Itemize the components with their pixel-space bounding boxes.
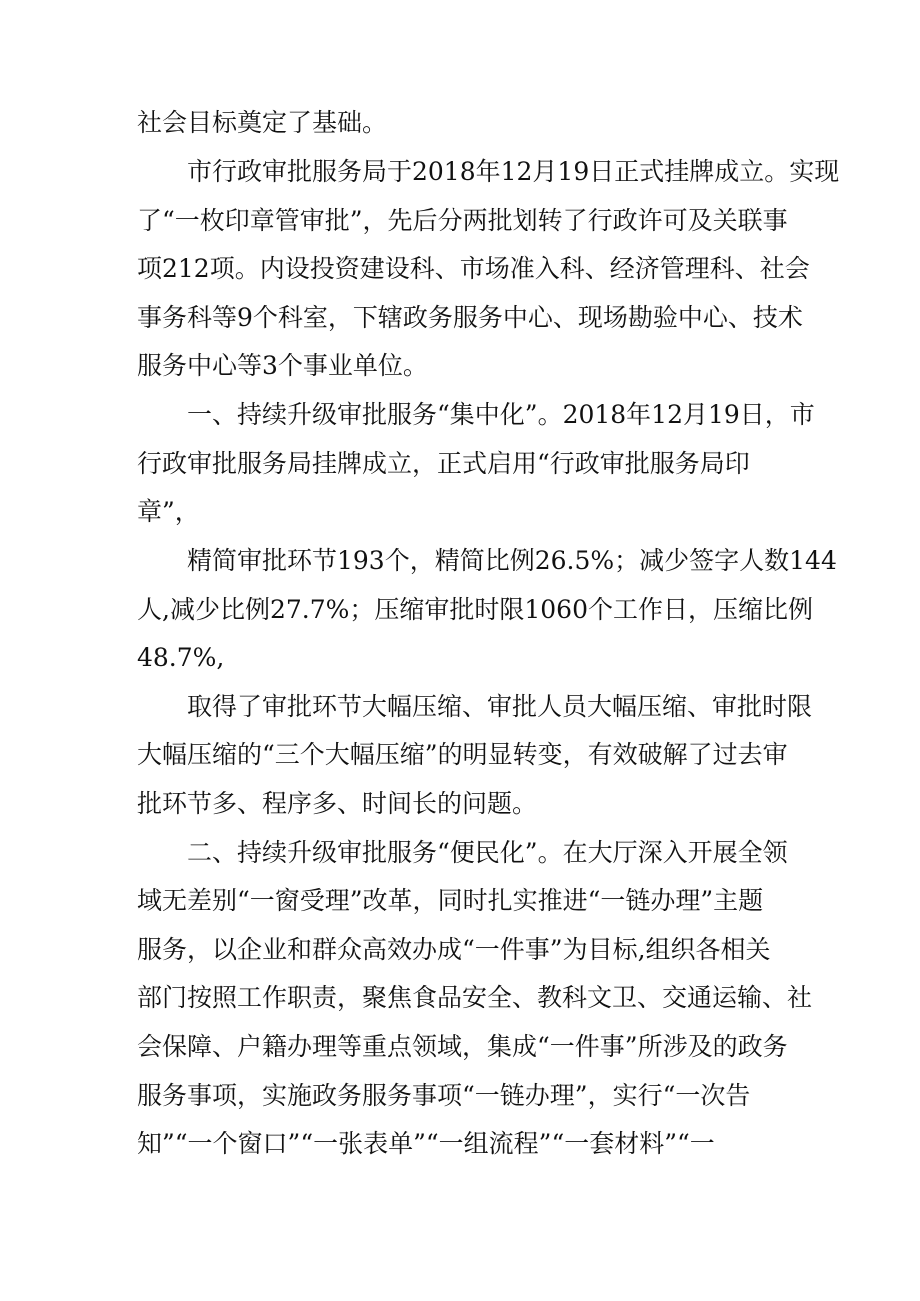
paragraph-start-line: 取得了审批环节大幅压缩、审批人员大幅压缩、审批时限 [187, 692, 813, 721]
text-line: 了“一枚印章管审批”，先后分两批划转了行政许可及关联事 [137, 206, 788, 235]
text-line: 行政审批服务局挂牌成立，正式启用“行政审批服务局印 [137, 449, 750, 478]
section-heading-line: 一、持续升级审批服务“集中化”。2018年12月19日，市 [187, 400, 815, 429]
paragraph-start-line: 精简审批环节193个，精简比例26.5%；减少签字人数144 [187, 546, 837, 575]
text-line: 人,减少比例27.7%；压缩审批时限1060个工作日，压缩比例 [137, 595, 813, 624]
text-line: 项212项。内设投资建设科、市场准入科、经济管理科、社会 [137, 254, 810, 283]
text-line: 知”“一个窗口”“一张表单”“一组流程”“一套材料”“一 [137, 1129, 715, 1158]
text-line: 48.7%, [137, 643, 225, 672]
text-line: 部门按照工作职责，聚焦食品安全、教科文卫、交通运输、社 [137, 983, 813, 1012]
text-line: 章”， [137, 497, 200, 526]
text-line: 事务科等9个科室，下辖政务服务中心、现场勘验中心、技术 [137, 303, 803, 332]
section-heading-line: 二、持续升级审批服务“便民化”。在大厅深入开展全领 [187, 838, 788, 867]
text-line: 服务中心等3个事业单位。 [137, 351, 428, 380]
text-line: 域无差别“一窗受理”改革，同时扎实推进“一链办理”主题 [137, 886, 764, 915]
text-line: 服务，以企业和群众高效办成“一件事”为目标,组织各相关 [137, 935, 771, 964]
text-line: 服务事项，实施政务服务事项“一链办理”，实行“一次告 [137, 1081, 751, 1110]
text-line: 大幅压缩的“三个大幅压缩”的明显转变，有效破解了过去审 [137, 740, 788, 769]
text-line: 会保障、户籍办理等重点领域，集成“一件事”所涉及的政务 [137, 1032, 788, 1061]
text-line: 社会目标奠定了基础。 [137, 108, 388, 137]
text-line: 批环节多、程序多、时间长的问题。 [137, 789, 538, 818]
paragraph-start-line: 市行政审批服务局于2018年12月19日正式挂牌成立。实现 [187, 157, 840, 186]
